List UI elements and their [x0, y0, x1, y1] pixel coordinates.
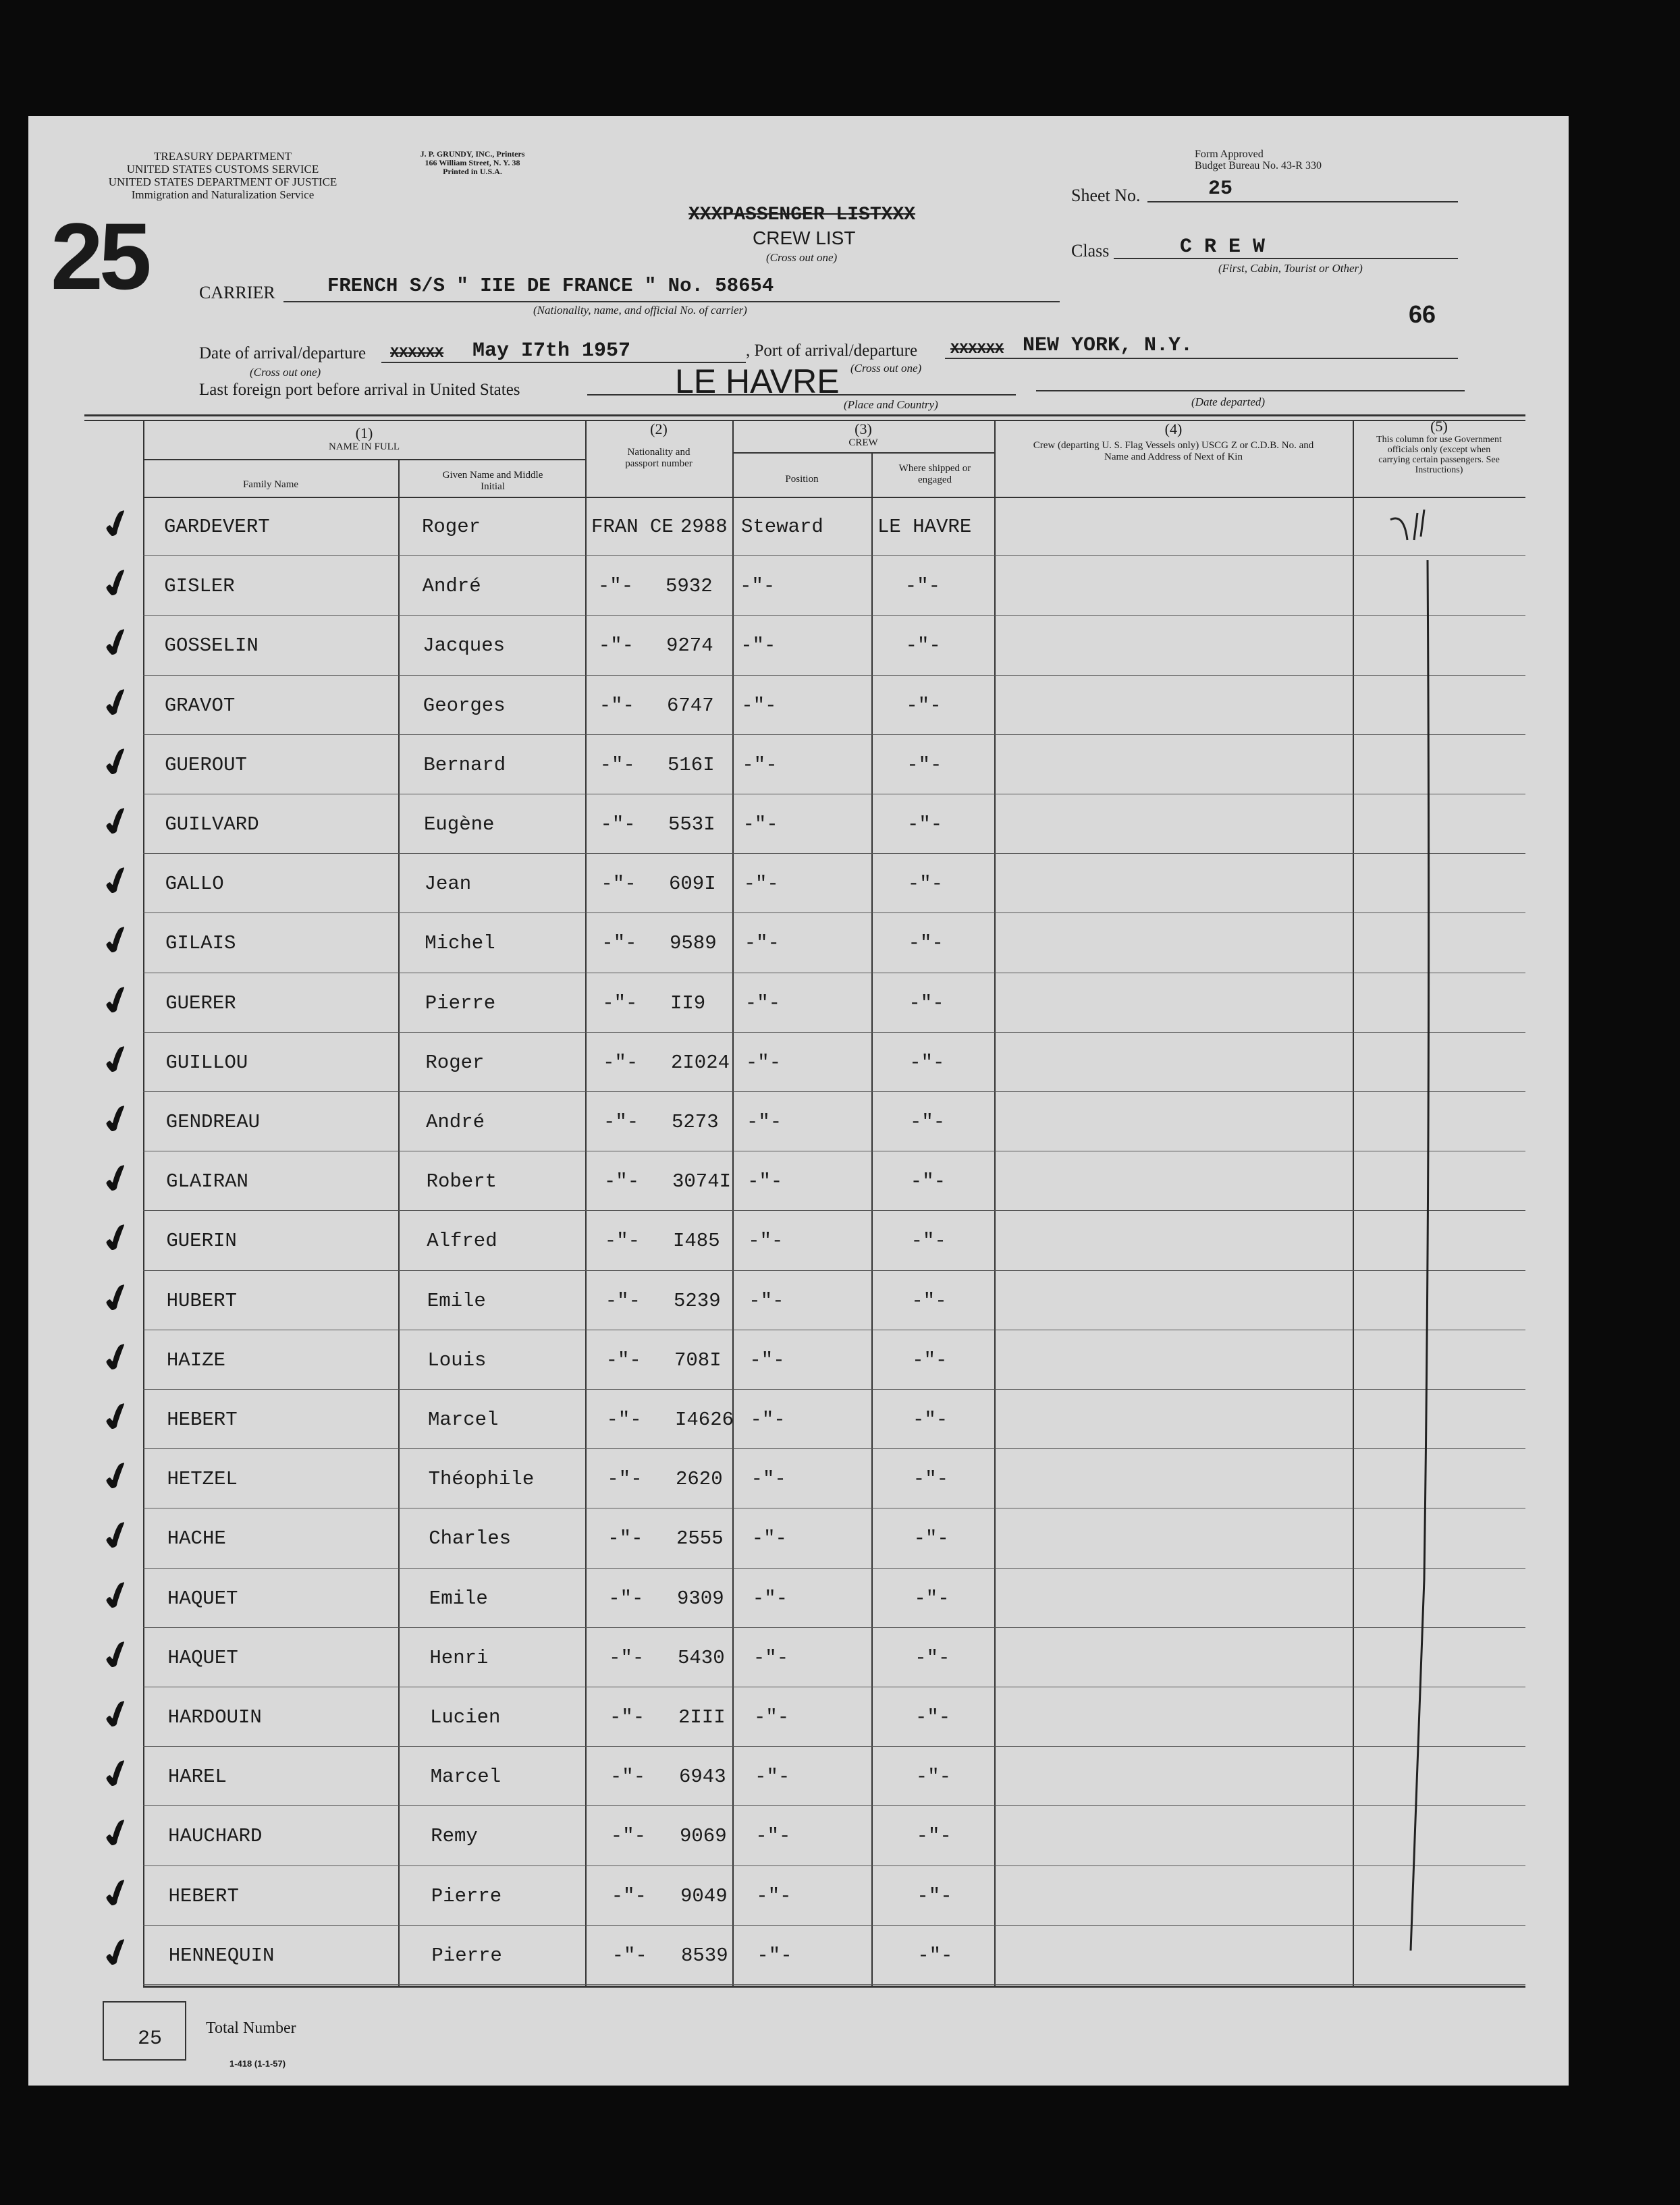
cell-position: -"- [751, 1527, 787, 1550]
cell-position: -"- [754, 1706, 790, 1728]
cell-position: -"- [745, 1051, 782, 1074]
cell-nat: -"- [602, 991, 638, 1014]
cell-given: Emile [427, 1289, 486, 1312]
cell-family: HAQUET [167, 1646, 238, 1669]
checkmark-icon: ✔ [94, 1272, 140, 1325]
checkmark-icon: ✔ [94, 1034, 140, 1087]
cell-given: Jean [424, 873, 472, 896]
cell-where: -"- [911, 1230, 946, 1253]
cell-position: -"- [755, 1825, 791, 1848]
cell-family: GLAIRAN [166, 1170, 248, 1193]
checkmark-icon: ✔ [94, 856, 140, 908]
row-divider [143, 1270, 1525, 1271]
cell-given: Théophile [428, 1468, 535, 1491]
checkmark-icon: ✔ [94, 796, 140, 849]
cell-family: HUBERT [166, 1289, 238, 1312]
cell-passport: 6747 [667, 694, 714, 717]
cell-given: Roger [425, 1051, 485, 1074]
cell-position: -"- [743, 873, 779, 896]
col4-title: Crew (departing U. S. Flag Vessels only) USCG Z or C.D.B. No. and Name and Address of Next of Kin [1033, 440, 1314, 462]
checkmark-icon: ✔ [94, 498, 140, 551]
row-divider [143, 1210, 1525, 1211]
cell-nat: -"- [603, 1170, 640, 1193]
class-label: Class [1071, 241, 1110, 261]
cell-passport: 2555 [676, 1527, 724, 1550]
cell-passport: 5273 [672, 1111, 719, 1133]
cell-where: -"- [915, 1646, 950, 1669]
col5-title: This column for use Government officials only (except when carrying certain passengers. See Instructions) [1376, 435, 1502, 475]
total-number-label: Total Number [206, 2019, 296, 2037]
cell-given: Charles [429, 1527, 512, 1550]
form-approved [1195, 148, 1322, 171]
cell-where: -"- [906, 753, 942, 776]
port-crossed: XXXXXX [950, 341, 1004, 358]
cell-where: -"- [913, 1468, 949, 1491]
list-type-crossed: XXXPASSENGER LISTXXX [688, 205, 916, 225]
list-type-note: (Cross out one) [766, 251, 838, 264]
cell-where: -"- [910, 1111, 946, 1133]
col4-header [994, 421, 1353, 463]
date-crossed: XXXXXX [390, 345, 444, 362]
cell-where: -"- [905, 634, 941, 657]
date-departed-note: (Date departed) [1191, 396, 1266, 408]
cell-given: Alfred [427, 1230, 497, 1253]
cell-passport: 5430 [678, 1646, 725, 1669]
cell-position: -"- [753, 1646, 789, 1669]
row-divider [143, 675, 1525, 676]
cell-passport: I485 [673, 1230, 720, 1253]
cell-family: GENDREAU [165, 1111, 261, 1133]
cell-passport: 2988 [680, 516, 728, 538]
total-number-value: 25 [138, 2027, 163, 2050]
cell-where: -"- [910, 1170, 946, 1193]
cell-position: -"- [748, 1230, 784, 1253]
checkmark-icon: ✔ [94, 618, 140, 670]
cell-passport: 5932 [666, 575, 713, 598]
last-port-note: (Place and Country) [844, 398, 938, 411]
row-divider [143, 555, 1525, 556]
col2-number: (2) [650, 420, 668, 437]
cell-where: -"- [917, 1884, 952, 1907]
last-port-label: Last foreign port before arrival in United States [199, 381, 520, 399]
cell-family: HETZEL [167, 1468, 238, 1491]
checkmark-icon: ✔ [94, 1510, 140, 1563]
cell-position: -"- [752, 1587, 788, 1610]
cell-position: -"- [740, 575, 776, 598]
cell-given: Robert [426, 1170, 497, 1193]
cell-passport: I4626 [675, 1409, 734, 1431]
cell-family: HARDOUIN [167, 1706, 262, 1728]
cell-passport: 2I024 [671, 1051, 730, 1074]
cell-where: -"- [907, 873, 944, 896]
checkmark-icon: ✔ [94, 1570, 140, 1623]
cell-given: Roger [422, 516, 481, 538]
cell-family: GUILLOU [165, 1051, 248, 1074]
cell-position: -"- [749, 1349, 785, 1371]
col3-number: (3) [855, 420, 872, 437]
cell-family: GUERIN [166, 1230, 237, 1253]
cell-position: Steward [741, 516, 823, 538]
date-label [199, 344, 366, 363]
checkmark-icon: ✔ [94, 677, 140, 730]
cell-passport: 516I [668, 753, 715, 776]
port-note: (Cross out one) [850, 362, 922, 375]
cell-where: -"- [907, 813, 943, 836]
cell-where: -"- [914, 1587, 950, 1610]
total-number-box [103, 2001, 186, 2061]
last-port-value: LE HAVRE [675, 362, 840, 400]
sheet-label: Sheet No. [1071, 186, 1141, 205]
given-name-header: Given Name and Middle Initial [442, 470, 543, 492]
row-divider [143, 1448, 1525, 1449]
cell-given: Henri [429, 1646, 489, 1669]
checkmark-icon: ✔ [94, 975, 140, 1027]
cell-nat: -"- [609, 1766, 646, 1789]
list-type: CREW LIST [753, 227, 856, 248]
cell-passport: 2620 [676, 1468, 723, 1491]
sheet-number: 25 [1208, 178, 1233, 200]
carrier-value: FRENCH S/S " IIE DE FRANCE " No. 58654 [327, 275, 774, 297]
carrier-label: CARRIER [199, 283, 275, 302]
cell-family: HAIZE [166, 1349, 225, 1371]
agency-line: Immigration and Naturalization Service [131, 188, 315, 201]
cell-family: GILAIS [165, 932, 236, 955]
agency-line: TREASURY DEPARTMENT [153, 150, 292, 163]
cell-where: -"- [906, 694, 942, 717]
cell-family: GARDEVERT [164, 516, 270, 538]
cell-family: GUEROUT [165, 753, 247, 776]
checkmark-icon: ✔ [94, 915, 140, 968]
cell-passport: 6943 [679, 1766, 726, 1789]
position-header: Position [785, 474, 819, 485]
printer-line: Printed in U.S.A. [443, 167, 502, 176]
arrival-date: May I7th 1957 [472, 339, 631, 362]
cell-where: -"- [917, 1944, 953, 1967]
cell-passport: 9589 [670, 932, 717, 955]
col1-title: NAME IN FULL [329, 441, 400, 452]
checkmark-icon: ✔ [94, 1391, 140, 1444]
crew-list-form [28, 116, 1569, 2086]
col3-header [732, 421, 994, 449]
form-approved-line: Budget Bureau No. 43-R 330 [1195, 160, 1322, 171]
cell-nat: -"- [601, 873, 636, 896]
cell-given: Pierre [425, 991, 496, 1014]
cell-family: GUERER [165, 991, 236, 1014]
cell-given: Louis [427, 1349, 487, 1371]
cell-position: -"- [747, 1111, 782, 1133]
cell-position: -"- [742, 753, 778, 776]
col4-number: (4) [1164, 420, 1183, 437]
cell-given: Emile [429, 1587, 488, 1610]
row-divider [143, 615, 1525, 616]
cell-nat: -"- [598, 634, 634, 657]
cell-given: Marcel [430, 1766, 502, 1789]
where-shipped-header: Where shipped or engaged [898, 463, 971, 485]
cell-nat: -"- [609, 1646, 645, 1669]
col2-header [585, 421, 732, 470]
cell-family: HEBERT [168, 1884, 239, 1907]
cell-where: -"- [912, 1349, 948, 1371]
carrier-note: (Nationality, name, and official No. of carrier) [533, 304, 747, 317]
cell-nat: -"- [612, 1944, 647, 1967]
cell-position: -"- [755, 1766, 790, 1789]
printer-line: 166 William Street, N. Y. 38 [425, 158, 520, 167]
cell-nat: -"- [599, 753, 635, 776]
row-divider [143, 1568, 1525, 1569]
cell-given: Pierre [431, 1884, 502, 1907]
cell-nat: -"- [601, 932, 637, 955]
cell-where: -"- [909, 1051, 945, 1074]
cell-given: Remy [431, 1825, 478, 1848]
cell-position: -"- [757, 1944, 792, 1967]
cell-family: GALLO [165, 873, 224, 896]
cell-nat: -"- [607, 1468, 643, 1491]
cell-passport: 553I [668, 813, 715, 836]
cell-passport: 9309 [677, 1587, 724, 1610]
cell-family: HAUCHARD [168, 1825, 263, 1848]
cell-family: HEBERT [167, 1409, 238, 1431]
checkmark-icon: ✔ [94, 558, 140, 611]
cell-position: -"- [749, 1289, 784, 1312]
cell-passport: 8539 [681, 1944, 728, 1967]
cell-given: André [426, 1111, 485, 1133]
cell-position: -"- [751, 1468, 786, 1491]
cell-given: Bernard [423, 753, 506, 776]
cell-passport: II9 [670, 991, 706, 1014]
row-divider [143, 1032, 1525, 1033]
checkmark-icon: ✔ [94, 1689, 140, 1742]
checkmark-icon: ✔ [94, 1332, 140, 1384]
cell-given: André [422, 575, 481, 598]
cell-given: Marcel [428, 1409, 499, 1431]
form-number: 1-418 (1-1-57) [229, 2059, 286, 2069]
cell-nat: -"- [607, 1527, 643, 1550]
printer-line: J. P. GRUNDY, INC., Printers [420, 149, 525, 159]
printer-info [378, 150, 567, 176]
cell-position: -"- [756, 1884, 792, 1907]
cell-nat: -"- [606, 1409, 642, 1431]
cell-family: HAQUET [167, 1587, 238, 1610]
cell-family: GRAVOT [164, 694, 236, 717]
cell-nat: -"- [611, 1884, 647, 1907]
checkmark-icon: ✔ [94, 1629, 140, 1682]
cell-given: Eugène [424, 813, 495, 836]
date-label-text: Date of arrival/departure [199, 344, 367, 362]
checkmark-icon: ✔ [94, 1868, 140, 1920]
cell-nat: -"- [603, 1051, 639, 1074]
family-name-header: Family Name [242, 479, 299, 490]
cell-position: -"- [742, 813, 778, 836]
cell-nat: FRAN CE [591, 516, 674, 538]
cell-nat: -"- [610, 1825, 647, 1848]
cell-where: -"- [915, 1706, 951, 1728]
cell-passport: 3074I [672, 1170, 732, 1193]
row-divider [143, 853, 1525, 854]
official-mark-line [1377, 499, 1458, 1984]
cell-passport: 5239 [674, 1289, 721, 1312]
row-divider [143, 1389, 1525, 1390]
cell-given: Pierre [431, 1944, 502, 1967]
page-stamp: 25 [51, 203, 148, 309]
cell-passport: 708I [674, 1349, 722, 1371]
cell-where: -"- [909, 991, 944, 1014]
cell-nat: -"- [609, 1706, 645, 1728]
cell-given: Lucien [430, 1706, 501, 1728]
cell-given: Michel [425, 932, 495, 955]
row-divider [143, 1925, 1525, 1926]
cell-where: -"- [904, 575, 941, 598]
cell-passport: 2III [678, 1706, 726, 1728]
cell-where: LE HAVRE [877, 516, 972, 538]
cell-family: HENNEQUIN [168, 1944, 275, 1967]
cell-where: -"- [916, 1825, 952, 1848]
checkmark-icon: ✔ [94, 1213, 140, 1265]
cell-position: -"- [740, 634, 776, 657]
col1-number: (1) [355, 425, 373, 441]
cell-given: Georges [423, 694, 506, 717]
cell-nat: -"- [600, 813, 636, 836]
port-of-arrival: NEW YORK, N.Y. [1023, 334, 1193, 357]
class-note: (First, Cabin, Tourist or Other) [1218, 262, 1363, 275]
cell-position: -"- [747, 1170, 783, 1193]
cell-family: GISLER [164, 575, 235, 598]
cell-where: -"- [913, 1527, 949, 1550]
cell-nat: -"- [604, 1230, 641, 1253]
agency-line: UNITED STATES DEPARTMENT OF JUSTICE [108, 175, 337, 188]
cell-passport: 9049 [680, 1884, 728, 1907]
cell-given: Jacques [423, 634, 506, 657]
row-divider [143, 734, 1525, 735]
cell-where: -"- [908, 932, 944, 955]
row-divider [143, 1627, 1525, 1628]
cell-where: -"- [911, 1289, 947, 1312]
col1-header [143, 425, 585, 453]
row-divider [143, 1746, 1525, 1747]
cell-passport: 609I [669, 873, 716, 896]
col2-title: Nationality and passport number [625, 447, 693, 469]
cell-position: -"- [744, 932, 780, 955]
cell-nat: -"- [599, 694, 634, 717]
cell-family: GOSSELIN [164, 634, 259, 657]
cell-family: HACHE [167, 1527, 226, 1550]
checkmark-icon: ✔ [94, 1153, 140, 1206]
cell-position: -"- [750, 1409, 786, 1431]
checkmark-icon: ✔ [94, 1451, 140, 1504]
col3-title: CREW [848, 437, 878, 448]
cell-where: -"- [915, 1766, 952, 1789]
agency-header [67, 150, 378, 201]
cell-passport: 9069 [680, 1825, 727, 1848]
checkmark-icon: ✔ [94, 736, 140, 789]
cell-nat: -"- [605, 1349, 641, 1371]
class-value: C R E W [1180, 236, 1266, 258]
cell-nat: -"- [597, 575, 634, 598]
date-note: (Cross out one) [250, 366, 321, 379]
agency-line: UNITED STATES CUSTOMS SERVICE [126, 163, 319, 175]
cell-family: GUILVARD [165, 813, 259, 836]
cell-position: -"- [741, 694, 777, 717]
checkmark-icon: ✔ [94, 1093, 140, 1147]
col5-header [1353, 418, 1525, 475]
cell-nat: -"- [605, 1289, 641, 1312]
row-divider [143, 1984, 1525, 1985]
row-divider [143, 1805, 1525, 1806]
cell-nat: -"- [603, 1111, 639, 1133]
cell-passport: 9274 [666, 634, 713, 657]
cell-family: HAREL [167, 1766, 227, 1789]
form-approved-line: Form Approved [1195, 148, 1264, 160]
row-divider [143, 1091, 1525, 1092]
cell-where: -"- [913, 1409, 948, 1431]
checkmark-icon: ✔ [94, 1927, 140, 1980]
cell-nat: -"- [608, 1587, 644, 1610]
checkmark-icon: ✔ [94, 1808, 140, 1861]
cell-position: -"- [744, 991, 781, 1014]
count-mark: 66 [1409, 300, 1436, 328]
col5-number: (5) [1430, 418, 1448, 435]
port-label: , Port of arrival/departure [746, 342, 918, 360]
checkmark-icon: ✔ [94, 1749, 140, 1801]
